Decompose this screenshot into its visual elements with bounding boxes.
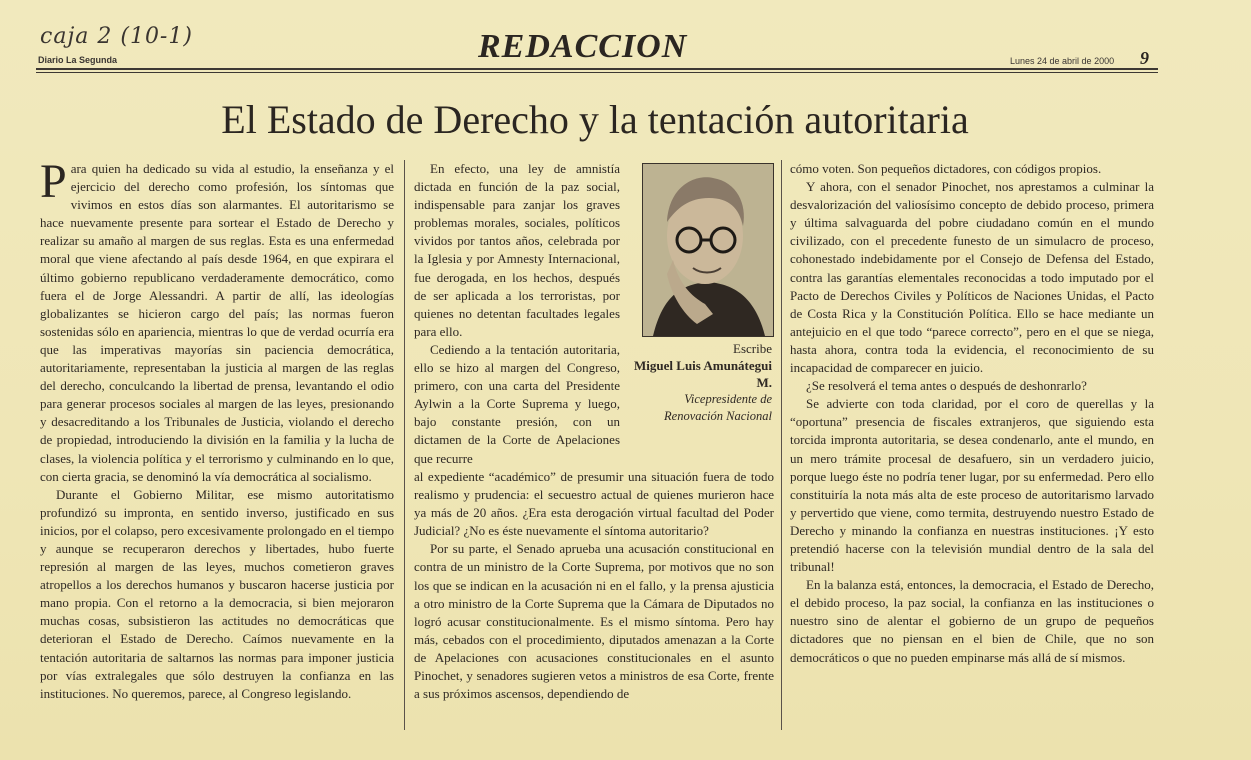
page-number: 9 [1140,48,1149,68]
drop-cap: P [40,155,67,208]
handwritten-note: caja 2 (10-1) [40,24,193,49]
article-column-2 [414,160,620,468]
section-title: REDACCION [478,28,688,65]
paragraph: Y ahora, con el senador Pinochet, nos aprestamos a culminar la desvalorización del valiosísimo concepto de debido proceso, primera y última salvaguarda del pobre ciudadano común en el mundo civilizado, con el precedente funesto de un simulacro de proceso, cohonestado indebidamente por el Consejo de Defensa del Estado, contra las garantías elementales reconocidas a todo imputado por el Pacto de Derechos Civiles y Políticos de Naciones Unidas, el Pacto de Costa Rica y la Constitución Política. Ello se hace mediante un antejuicio en el que todo “parece correcto”, pero en el que se niega, hasta ahora, contra toda la evidencia, el reconocimiento de su incapacidad de comparecer en juicio. [790,179,1154,376]
paragraph: Durante el Gobierno Militar, ese mismo autoritatismo profundizó su impronta, en sentido inverso, justificado en sus inicios, por el colapso, pero excesivamente prolongado en el tiempo y aunque se recuperaron derechos y libertades, hubo fuerte represión al margen de las leyes, muchos cometieron graves atropellos a los derechos humanos y buscaron hacerse justicia por mano propia. Con el retorno a la democracia, si bien mejoraron muchas cosas, subsistieron las actitudes no democráticas que deterioran el Estado de Derecho. Caímos nuevamente en la tentación autoritaria de saltarnos las normas para imponer justicia por vías extralegales que sólo destruyen la confianza en las instituciones. No queremos, parece, al Congreso legislando. [40,486,394,701]
header-rule [36,68,1158,70]
paragraph: Se advierte con toda claridad, por el coro de querellas y la “oportuna” presencia de fiscales extranjeros, que siguiendo esta torcida impronta autoritaria, se desea condenarlo, ante el mundo, en un mero trámite procesal de desafuero, sin un verdadero juicio, porque luego éste no podría tener lugar, por su enfermedad. Pero ello constituiría la nota más alta de este proceso de autoritarismo larvado y pervertido que viene, como termita, destruyendo nuestro Estado de Derecho y minando la confianza en nuestras instituciones. ¡Y esto pretendió hacerse con la televisión mundial dentro de la sala del tribunal! [790,396,1154,575]
author-portrait-image [643,164,773,336]
column-divider [781,160,782,730]
paragraph: al expediente “académico” de presumir una situación fuera de todo realismo y prudencia: el secuestro actual de quienes murieron hace ya más de 20 años. ¿Era esta derogación virtual facultad del Poder Judicial? ¿No es éste nuevamente el síntoma autoritario? [414,469,774,539]
author-photo [642,163,774,337]
article-column-2-continued [414,468,774,703]
paragraph: Por su parte, el Senado aprueba una acusación constitucional en contra de un ministro de la Corte Suprema, por motivos que no son los que se indican en la acusación ni en el fallo, y la prensa ajusticia a otro ministro de la Corte Suprema que la Cámara de Diputados no logró acusar constitucionalmente. Es el mismo síntoma. Pero hay más, cebados con el procedimiento, diputados amenazan a la Corte de Apelaciones con acusaciones constitucionales en el asunto Pinochet, y senadores sugieren vetos a ministros de esa Corte, frente a sus próximos ascensos, dependiendo de [414,541,774,702]
author-name: Miguel Luis Amunátegui M. [634,358,772,390]
paragraph: En la balanza está, entonces, la democracia, el Estado de Derecho, el debido proceso, la paz social, la confianza en las instituciones o nuestro sino de alentar el gobierno de un grupo de pequeños dictadores que no piensan en el bien de Chile, que no son democráticos o que no pueden empinarse más allá de sí mismos. [790,577,1154,665]
article-column-3 [790,160,1154,667]
paragraph: En efecto, una ley de amnistía dictada en función de la paz social, indispensable para zanjar los graves problemas morales, sociales, políticos vividos por tantos años, celebrada por la Iglesia y por Amnesty Internacional, fue derogada, en los hechos, después de ser aplicada a los terroristas, por quienes no detentan facultades legales para ello. [414,161,620,339]
column-divider [404,160,405,730]
paragraph [40,155,394,486]
publication-name: Diario La Segunda [38,55,118,65]
author-role: Vicepresidente de Renovación Nacional [664,392,772,423]
paragraph: cómo voten. Son pequeños dictadores, con códigos propios. [790,161,1102,176]
paragraph: Cediendo a la tentación autoritaria, ello se hizo al margen del Congreso, primero, con una carta del Presidente Aylwin a la Corte Suprema y luego, bajo constante presión, con un dictamen de la Corte de Apelaciones que recurre [414,341,620,466]
issue-date: Lunes 24 de abril de 2000 [1010,56,1115,66]
article-headline: El Estado de Derecho y la tentación autoritaria [221,97,969,142]
article-column-1 [40,155,394,703]
author-byline [628,340,772,425]
header-rule-thin [36,72,1158,73]
paragraph-text: ara quien ha dedicado su vida al estudio, la enseñanza y el ejercicio del derecho como profesión, los síntomas que vivimos en estos días son alarmantes. El autoritarismo se hace nuevamente presente para sortear el Estado de Derecho y realizar su amaño al margen de sus reglas. Esta es una enfermedad moral que viene afectando al país desde 1964, en que expirara el último gobierno republicano verdaderamente democrático, como fuera el de Jorge Alessandri. A partir de allí, las ideologías globalizantes se hicieron cargo del país; las normas fueron sostenidas sólo en apariencia, mientras lo que de verdad ocurría era que las imperativas mayorías sin paciencia democrática, autoritariamente, representaban la justicia al margen de las reglas del derecho, conculcando la libertad de prensa, levantando el odio para generar procesos sociales al margen de las leyes, presionando y desacreditando a los Tribunales de Justicia, violando el derecho de propiedad, introduciendo la división en la familia y la lucha de clases, la violencia política y el terrorismo y culminando en lo que, con cierta gracia, se denominó la vía democrática al socialismo. [40,161,394,484]
paragraph: ¿Se resolverá el tema antes o después de deshonrarlo? [806,378,1087,394]
byline-intro: Escribe [733,341,772,356]
